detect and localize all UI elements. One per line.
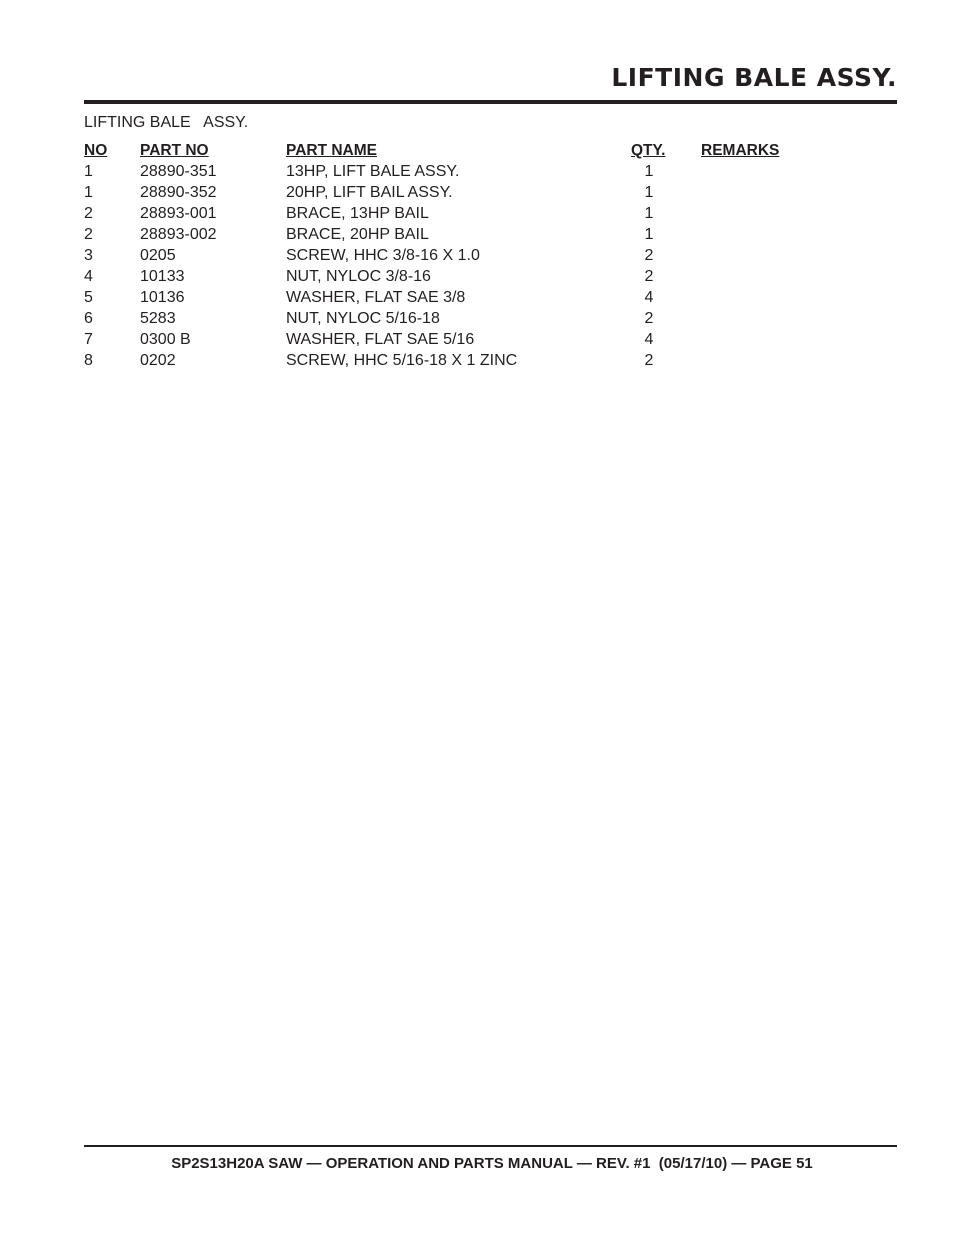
table-row xyxy=(84,203,804,224)
section-label: LIFTING BALE ASSY. xyxy=(84,114,249,131)
table-row xyxy=(84,287,804,308)
header-part-name: PART NAME xyxy=(286,142,377,159)
cell-qty: 2 xyxy=(644,352,654,369)
cell-no: 7 xyxy=(84,331,93,348)
cell-part-no: 28890-352 xyxy=(140,184,217,201)
cell-qty: 1 xyxy=(644,226,654,243)
cell-part-no: 10136 xyxy=(140,289,185,306)
cell-qty: 2 xyxy=(644,268,654,285)
cell-no: 8 xyxy=(84,352,93,369)
cell-qty: 2 xyxy=(644,310,654,327)
cell-part-no: 28893-002 xyxy=(140,226,217,243)
table-row xyxy=(84,245,804,266)
table-row xyxy=(84,329,804,350)
cell-no: 1 xyxy=(84,184,93,201)
cell-part-no: 0300 B xyxy=(140,331,191,348)
cell-part-name: WASHER, FLAT SAE 3/8 xyxy=(286,289,466,306)
cell-part-name: SCREW, HHC 3/8-16 X 1.0 xyxy=(286,247,480,264)
cell-no: 2 xyxy=(84,205,93,222)
header-part-no: PART NO xyxy=(140,142,209,159)
cell-qty: 2 xyxy=(644,247,654,264)
cell-part-no: 28893-001 xyxy=(140,205,217,222)
table-row xyxy=(84,161,804,182)
table-row xyxy=(84,224,804,245)
cell-part-name: WASHER, FLAT SAE 5/16 xyxy=(286,331,475,348)
header-no: NO xyxy=(84,142,108,159)
cell-part-name: BRACE, 20HP BAIL xyxy=(286,226,429,243)
parts-table xyxy=(84,140,804,371)
cell-qty: 1 xyxy=(644,205,654,222)
cell-qty: 4 xyxy=(644,289,654,306)
page-title: LIFTING BALE ASSY. xyxy=(611,63,897,92)
cell-part-no: 0202 xyxy=(140,352,176,369)
table-row xyxy=(84,308,804,329)
cell-part-name: NUT, NYLOC 5/16-18 xyxy=(286,310,440,327)
cell-part-no: 28890-351 xyxy=(140,163,217,180)
cell-part-name: 20HP, LIFT BAIL ASSY. xyxy=(286,184,453,201)
cell-part-name: BRACE, 13HP BAIL xyxy=(286,205,429,222)
cell-no: 1 xyxy=(84,163,93,180)
cell-qty: 1 xyxy=(644,184,654,201)
cell-part-no: 10133 xyxy=(140,268,185,285)
table-row xyxy=(84,182,804,203)
header-remarks: REMARKS xyxy=(701,142,780,159)
footer-label: SP2S13H20A SAW — OPERATION AND PARTS MANUAL — REV. #1 (05/17/10) — PAGE 51 xyxy=(171,1155,813,1172)
title-divider xyxy=(84,100,897,104)
cell-no: 4 xyxy=(84,268,93,285)
table-row xyxy=(84,350,804,371)
table-header-row xyxy=(84,140,804,161)
cell-part-no: 5283 xyxy=(140,310,176,327)
cell-no: 2 xyxy=(84,226,93,243)
cell-part-name: SCREW, HHC 5/16-18 X 1 ZINC xyxy=(286,352,518,369)
cell-qty: 4 xyxy=(644,331,654,348)
page-footer xyxy=(0,1154,954,1174)
cell-no: 3 xyxy=(84,247,93,264)
cell-no: 5 xyxy=(84,289,93,306)
table-row xyxy=(84,266,804,287)
cell-part-name: 13HP, LIFT BALE ASSY. xyxy=(286,163,460,180)
cell-no: 6 xyxy=(84,310,93,327)
cell-part-no: 0205 xyxy=(140,247,176,264)
cell-qty: 1 xyxy=(644,163,654,180)
header-qty: QTY. xyxy=(631,142,666,159)
cell-part-name: NUT, NYLOC 3/8-16 xyxy=(286,268,431,285)
footer-divider xyxy=(84,1145,897,1147)
